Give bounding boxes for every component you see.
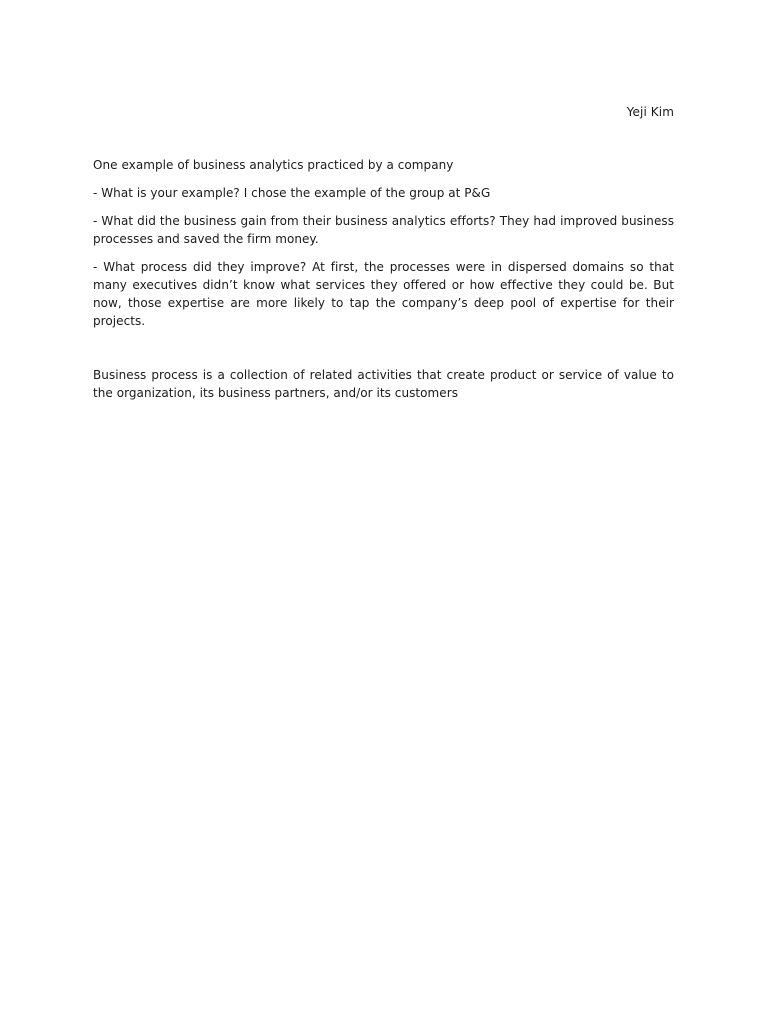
author-name: Yeji Kim: [626, 105, 674, 119]
paragraph-definition: Business process is a collection of related activities that create product or service of value to the organization, its business partners, and/or its customers: [93, 368, 674, 400]
paragraph-gain: - What did the business gain from their business analytics efforts? They had improved business processes and saved the firm money.: [93, 214, 674, 246]
document-body: [93, 156, 674, 412]
paragraph-process: - What process did they improve? At first, the processes were in dispersed domains so that many executives didn’t know what services they offered or how effective they could be. But now, those expertise are more likely to tap the company’s deep pool of expertise for their projects.: [93, 260, 674, 328]
paragraph-example: - What is your example? I chose the example of the group at P&G: [93, 186, 491, 200]
paragraph-topic: One example of business analytics practiced by a company: [93, 158, 454, 172]
